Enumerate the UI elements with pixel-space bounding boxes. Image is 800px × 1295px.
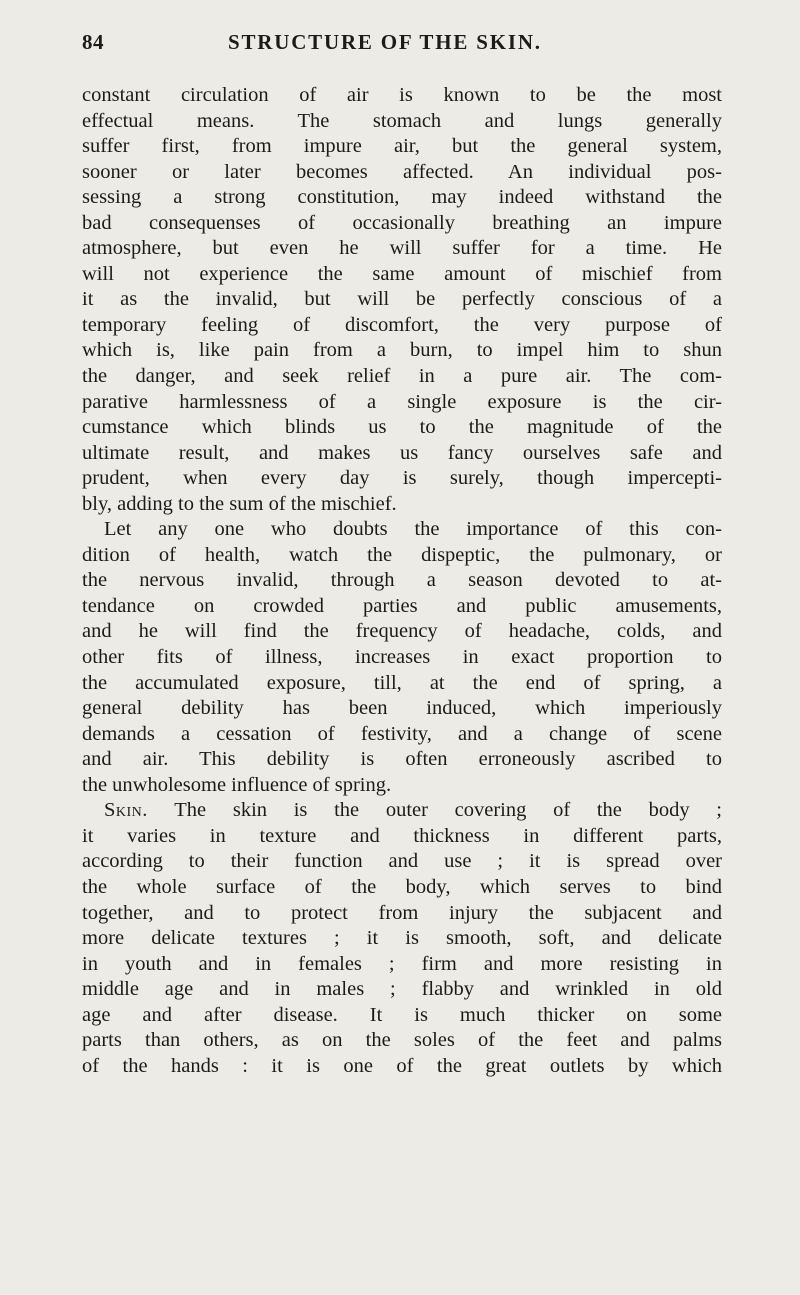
text-line: it as the invalid, but will be perfectly conscious of a	[82, 288, 722, 311]
text-line: cumstance which blinds us to the magnitude of the	[82, 416, 722, 439]
text-line: which is, like pain from a burn, to impel him to shun	[82, 339, 722, 362]
page-number: 84	[82, 30, 104, 54]
text-line: general debility has been induced, which imperiously	[82, 697, 722, 720]
text-line: tendance on crowded parties and public amusements,	[82, 594, 722, 617]
text-line: bad consequenses of occasionally breathing an impure	[82, 211, 722, 234]
text-line-continued: The skin is the outer covering of the body ;	[174, 799, 722, 822]
text-line: and air. This debility is often erroneously ascribed to	[82, 748, 722, 771]
text-line: parative harmlessness of a single exposure is the cir-	[82, 390, 722, 413]
text-line: and he will find the frequency of headache, colds, and	[82, 620, 722, 643]
text-line: age and after disease. It is much thicker on some	[82, 1003, 722, 1026]
text-line: the accumulated exposure, till, at the end of spring, a	[82, 671, 722, 694]
text-line: more delicate textures ; it is smooth, soft, and delicate	[82, 927, 722, 950]
text-line: Let any one who doubts the importance of this con-	[104, 518, 722, 541]
text-line: parts than others, as on the soles of the feet and palms	[82, 1029, 722, 1052]
text-line: will not experience the same amount of mischief from	[82, 262, 722, 285]
body-text	[82, 83, 722, 1079]
text-line: the unwholesome influence of spring.	[82, 773, 392, 796]
text-line: of the hands : it is one of the great outlets by which	[82, 1054, 722, 1077]
text-line: dition of health, watch the dispeptic, the pulmonary, or	[82, 543, 722, 566]
text-line: together, and to protect from injury the subjacent and	[82, 901, 722, 924]
text-line: bly, adding to the sum of the mischief.	[82, 492, 397, 515]
text-line: the danger, and seek relief in a pure air. The com-	[82, 365, 722, 388]
text-line: the nervous invalid, through a season devoted to at-	[82, 569, 722, 592]
text-line: sessing a strong constitution, may indeed withstand the	[82, 186, 722, 209]
text-line: atmosphere, but even he will suffer for a time. He	[82, 237, 722, 260]
text-line: the whole surface of the body, which serves to bind	[82, 875, 722, 898]
text-line: sooner or later becomes affected. An individual pos-	[82, 160, 722, 183]
text-line: in youth and in females ; firm and more resisting in	[82, 952, 722, 975]
text-line: prudent, when every day is surely, though impercepti-	[82, 467, 722, 490]
text-line: demands a cessation of festivity, and a change of scene	[82, 722, 722, 745]
text-line: temporary feeling of discomfort, the very purpose of	[82, 313, 722, 336]
running-title: STRUCTURE OF THE SKIN.	[228, 30, 542, 54]
text-line: effectual means. The stomach and lungs generally	[82, 109, 722, 132]
section-line	[82, 798, 722, 824]
running-head	[82, 30, 718, 56]
text-line: other fits of illness, increases in exact proportion to	[82, 646, 722, 669]
text-line: according to their function and use ; it is spread over	[82, 850, 722, 873]
text-line: middle age and in males ; flabby and wrinkled in old	[82, 978, 722, 1001]
section-heading: Skin.	[104, 799, 148, 822]
text-line: suffer first, from impure air, but the general system,	[82, 135, 722, 158]
text-line: constant circulation of air is known to be the most	[82, 84, 722, 106]
text-line: it varies in texture and thickness in different parts,	[82, 824, 722, 847]
text-line: ultimate result, and makes us fancy ourselves safe and	[82, 441, 722, 464]
